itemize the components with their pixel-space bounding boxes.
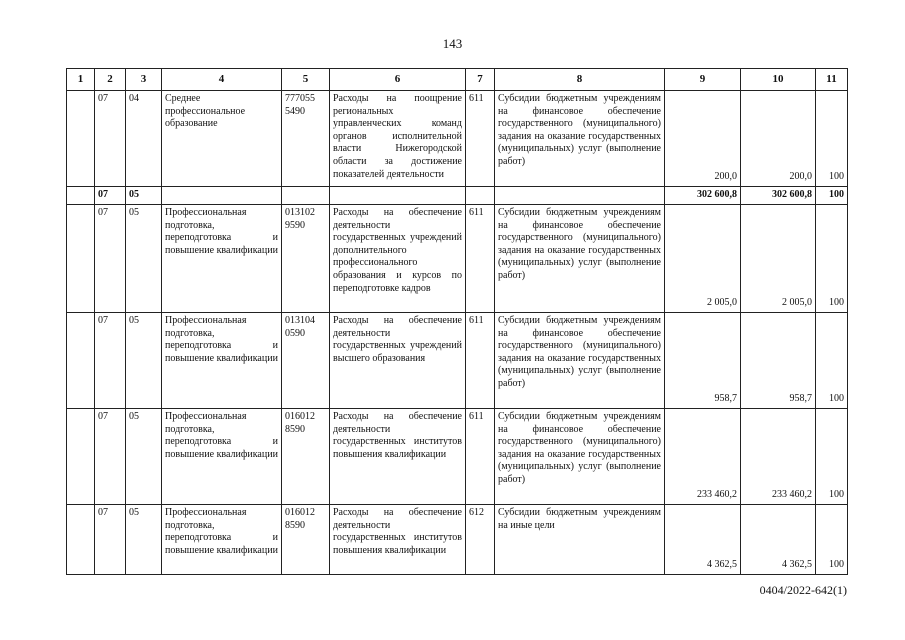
cell-amount-actual: 302 600,8 [741,187,816,205]
cell-description [495,187,665,205]
cell-amount-actual: 200,0 [741,91,816,187]
header-cell: 8 [495,69,665,91]
cell-target-code: 016012 8590 [282,505,330,575]
cell-section: 07 [95,409,126,505]
cell-amount-plan: 233 460,2 [665,409,741,505]
cell-target-code [282,187,330,205]
cell-name: Профессиональная подготовка, переподготовка и повышение квалификации [162,505,282,575]
budget-table [66,68,848,575]
cell-purpose: Расходы на обеспечение деятельности государственных институтов повышения квалификации [330,409,466,505]
cell-percent: 100 [816,91,848,187]
cell-name: Профессиональная подготовка, переподготовка и повышение квалификации [162,205,282,313]
header-cell: 4 [162,69,282,91]
cell-name [162,187,282,205]
cell-amount-plan: 2 005,0 [665,205,741,313]
cell-col1 [67,313,95,409]
cell-expense-type: 611 [466,313,495,409]
cell-purpose [330,187,466,205]
cell-expense-type: 611 [466,91,495,187]
cell-subsection: 05 [126,505,162,575]
cell-description: Субсидии бюджетным учреждениям на финансовое обеспечение государственного (муниципального) задания на оказание государственных (муниципальных) услуг (выполнение работ) [495,313,665,409]
document-code: 0404/2022-642(1) [759,583,847,597]
cell-section: 07 [95,313,126,409]
cell-subsection: 05 [126,205,162,313]
cell-col1 [67,205,95,313]
cell-amount-plan: 958,7 [665,313,741,409]
cell-amount-actual: 958,7 [741,313,816,409]
header-cell: 3 [126,69,162,91]
header-cell: 2 [95,69,126,91]
cell-description: Субсидии бюджетным учреждениям на иные цели [495,505,665,575]
cell-target-code: 777055 5490 [282,91,330,187]
cell-col1 [67,91,95,187]
cell-subsection: 05 [126,313,162,409]
cell-col1 [67,187,95,205]
cell-expense-type [466,187,495,205]
header-cell: 11 [816,69,848,91]
header-cell: 9 [665,69,741,91]
cell-amount-plan: 200,0 [665,91,741,187]
cell-amount-plan: 4 362,5 [665,505,741,575]
cell-percent: 100 [816,313,848,409]
cell-name: Среднее профессиональное образование [162,91,282,187]
cell-section: 07 [95,205,126,313]
table-row [67,205,848,313]
cell-percent: 100 [816,505,848,575]
table-row [67,313,848,409]
header-cell: 5 [282,69,330,91]
cell-amount-actual: 2 005,0 [741,205,816,313]
cell-purpose: Расходы на поощрение региональных управленческих команд органов исполнительной власти Нижегородской области за достижение показателей деятельности [330,91,466,187]
cell-purpose: Расходы на обеспечение деятельности государственных институтов повышения квалификации [330,505,466,575]
cell-subsection: 04 [126,91,162,187]
cell-amount-actual: 4 362,5 [741,505,816,575]
cell-subsection: 05 [126,409,162,505]
cell-section: 07 [95,91,126,187]
table-row [67,505,848,575]
cell-description: Субсидии бюджетным учреждениям на финансовое обеспечение государственного (муниципального) задания на оказание государственных (муниципальных) услуг (выполнение работ) [495,205,665,313]
cell-amount-plan: 302 600,8 [665,187,741,205]
cell-purpose: Расходы на обеспечение деятельности государственных учреждений дополнительного профессионального образования и курсов по переподготовке кадров [330,205,466,313]
header-cell: 10 [741,69,816,91]
cell-name: Профессиональная подготовка, переподготовка и повышение квалификации [162,409,282,505]
table-row [67,91,848,187]
cell-purpose: Расходы на обеспечение деятельности государственных учреждений высшего образования [330,313,466,409]
cell-target-code: 013104 0590 [282,313,330,409]
cell-expense-type: 611 [466,205,495,313]
cell-col1 [67,505,95,575]
cell-expense-type: 611 [466,409,495,505]
cell-subsection: 05 [126,187,162,205]
table-row [67,409,848,505]
cell-description: Субсидии бюджетным учреждениям на финансовое обеспечение государственного (муниципального) задания на оказание государственных (муниципальных) услуг (выполнение работ) [495,91,665,187]
cell-section: 07 [95,187,126,205]
cell-section: 07 [95,505,126,575]
cell-percent: 100 [816,409,848,505]
cell-col1 [67,409,95,505]
cell-percent: 100 [816,187,848,205]
header-cell: 1 [67,69,95,91]
header-cell: 6 [330,69,466,91]
cell-target-code: 013102 9590 [282,205,330,313]
cell-description: Субсидии бюджетным учреждениям на финансовое обеспечение государственного (муниципального) задания на оказание государственных (муниципальных) услуг (выполнение работ) [495,409,665,505]
cell-name: Профессиональная подготовка, переподготовка и повышение квалификации [162,313,282,409]
cell-percent: 100 [816,205,848,313]
cell-amount-actual: 233 460,2 [741,409,816,505]
subtotal-row [67,187,848,205]
header-cell: 7 [466,69,495,91]
cell-expense-type: 612 [466,505,495,575]
cell-target-code: 016012 8590 [282,409,330,505]
header-row [67,69,848,91]
page-number: 143 [442,36,463,51]
